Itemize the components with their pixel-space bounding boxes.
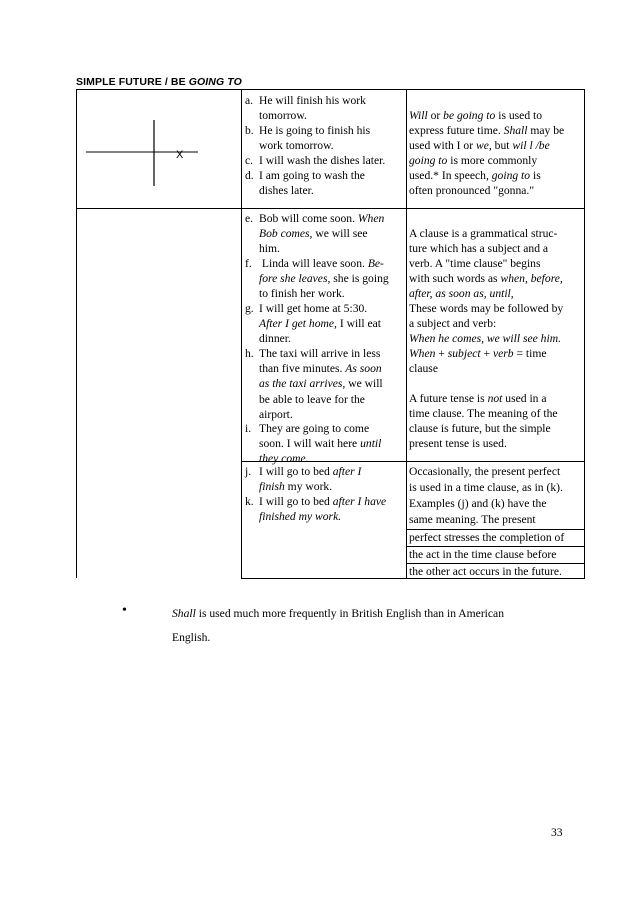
header-rule — [241, 89, 585, 90]
document-page: SIMPLE FUTURE / BE GOING TO X a. He will finish his work tomorrow. b. He is going to finish his work tomorrow. c. I will wash the dishes later. d. I am going to wash the dishes later. Will or be going to is used to express future time. Shall may be used with I or we, but wil l /be going to is more commonly used.* In speech, going to is often pronounced "gonna." e. Bob will come soon. When Bob comes, we will see him. f. Linda will leave soon. Be- fore she leaves, she is going to finish her work. g. I will get home at 5:30. After I get home, I will eat dinner. h. The taxi will arrive in less than five minutes. As soon as the taxi arrives, we will be able to leave for the airport. i. They are going to come soon. I will wait here until they come. A clause is a grammatical struc- ture which has a subject and a verb. A "time clause" begins with such words as when, before, after, as soon as, until, These words may be followed by a subject and verb: When he comes, we will see him. When + subject + verb = time clause A future tense is not used in a time clause. The meaning of the clause is future, but the simple present tense is used. j. I will go to bed after I finish my work. k. I will go to bed after I have finished my work. Occasionally, the present perfect is used in a time clause, as in (k). Examples (j) and (k) have the same meaning. The present perfect stresses the completion of the act in the time clause before the other act occurs in the future. • Shall is used much more frequently in British English than in American English. 33 — [0, 0, 638, 903]
timeline-diagram-icon — [86, 118, 216, 188]
timeline-mark: X — [176, 149, 184, 161]
row-divider-1 — [76, 208, 585, 209]
section-heading: SIMPLE FUTURE / BE GOING TO — [76, 76, 242, 88]
footnote-line-1: Shall is used much more frequently in British English than in American — [172, 607, 504, 620]
page-number: 33 — [551, 826, 563, 839]
table-top-border-left — [76, 89, 242, 90]
table-left-border-lower — [76, 209, 77, 578]
table-left-border — [76, 89, 77, 209]
column-divider-1 — [241, 89, 242, 579]
bullet-icon: • — [122, 603, 127, 618]
footnote-line-2: English. — [172, 631, 211, 644]
